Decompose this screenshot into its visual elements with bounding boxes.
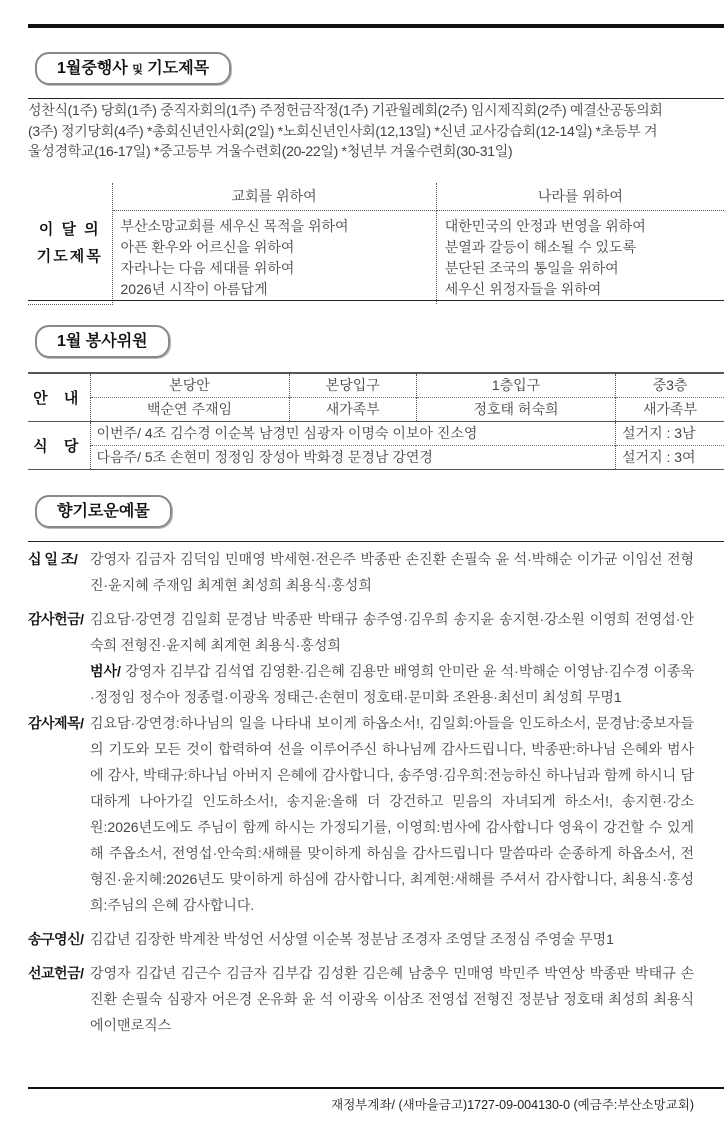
offering-names: 강영자 김금자 김덕임 민매영 박세현·전은주 박종판 손진환 손필숙 윤 석·박해순 이가균 이임선 전형진·윤지혜 주재임 최계현 최성희 최용식·홍성희 [90,551,694,593]
guide-location: 본당안 [90,373,289,397]
section-title-volunteers: 1월 봉사위원 [35,325,170,358]
divider [28,541,724,542]
prayer-item: 아픈 환우와 어르신을 위하여 [120,239,295,255]
prayer-item: 세우신 위정자들을 위하여 [444,281,602,297]
offering-names: 김요담·강연경 김일회 문경남 박종판 박태규 송주영·김우희 송지윤 송지현·강소원 이영희 전영섭·안숙희 전형진·윤지혜 최계현 최용식·홍성희 [90,611,694,653]
prayer-item: 자라나는 다음 세대를 위하여 [120,260,295,276]
title-text: 1월중행사 [57,60,128,77]
offering-sublabel: 범사/ [90,663,121,679]
offering-names: 김갑년 김장한 박계찬 박성언 서상열 이순복 정분남 조경자 조영달 조정심 주영술 무명1 [90,931,614,947]
prayer-item: 2026년 시작이 아름답게 [120,281,268,297]
offering-label: 선교헌금/ [28,965,84,981]
mission-entry [28,960,694,1038]
divider [28,98,724,99]
offering-names: 강영자 김부갑 김석엽 김영환·김은혜 김용만 배영희 안미란 윤 석·박해순 이영남·김수경 이종욱·정정임 정수아 정종렬·이광옥 정태근·손현미 정호태·문미화 조완용·최선미 최성희 무명1 [90,663,694,705]
divider [28,300,724,301]
offering-label: 십 일 조/ [28,551,78,567]
bank-account: 재정부계좌/ (새마을금고)1727-09-004130-0 (예금주:부산소망교회) [331,1098,694,1112]
offering-label: 감사제목/ [28,715,84,731]
monthly-events: 성찬식(1주) 당회(1주) 중직자회의(1주) 주정헌금작정(1주) 기관월례회(2주) 임시제직회(2주) 예결산공동의회(3주) 정기당회(4주) *총회신년인사회(2일) *노회신년인사회(12,13일) *신년 교사강습회(12-14일) *초등부 겨울성경학교(16-17일) *중고등부 겨울수련회(20-22일) *청년부 겨울수련회(30-31일) [28,102,663,159]
section-title-offerings: 향기로운예물 [35,495,172,528]
offering-text: 김요담·강연경:하나님의 일을 나타내 보이게 하옵소서!, 김일회:아들을 인도하소서, 문경남:중보자들의 기도와 모든 것이 합력하여 선을 이루어주신 하나님께 감사드립니다, 박종판:하나님 은혜와 범사에 감사, 박태규:하나님 아버지 은혜에 감사합니다, 송주영·김우희:전능하신 하나님과 함께 하시니 담대하게 나아가길 인도하소서!, 송지윤:올해 더 강건하고 믿음의 자녀되게 하소서!, 송지현·강소원:2026년도에도 주님이 함께 하시는 가정되기를, 이영희:범사에 감사합니다 영육이 강건할 수 있게 해 주옵소서, 전영섭·안숙희:새해를 맞이하게 하심을 감사드립니다 말씀따라 순종하게 하옵소서, 전형진·윤지혜:2026년도 맞이하게 하심에 감사합니다, 최계현:새해를 주셔서 감사합니다, 최용식·홍성희:주님의 은혜 감사합니다. [90,715,694,913]
guide-names: 새가족부 [616,397,724,421]
offering-label: 감사헌금/ [28,611,84,627]
footer-rule [28,1087,724,1089]
prayer-item: 부산소망교회를 세우신 목적을 위하여 [120,218,349,234]
guide-names: 백순연 주재임 [90,397,289,421]
prayer-item: 대한민국의 안정과 번영을 위하여 [444,218,646,234]
top-rule [28,24,724,28]
nation-prayers [436,211,724,305]
guide-location: 본당입구 [289,373,416,397]
dining-next-week: 다음주/ 5조 손현미 정정임 장성아 박화경 문경남 강연경 [90,445,616,469]
title-text: 기도제목 [147,60,210,77]
offering-label: 송구영신/ [28,931,84,947]
guide-location: 중3층 [616,373,724,397]
prayer-label [28,183,112,304]
guide-label: 안 내 [33,389,85,407]
dishwashing-this-week: 설거지 : 3남 [616,421,724,445]
thanks-entry [28,606,694,658]
dining-label: 식 당 [28,421,90,469]
title-conjunction: 및 [132,64,143,76]
volunteers-table [28,372,724,470]
farewell-entry [28,926,694,952]
guide-names: 새가족부 [289,397,416,421]
tithe-entry [28,546,694,598]
guide-location: 1층입구 [416,373,615,397]
dishwashing-next-week: 설거지 : 3여 [616,445,724,469]
prayer-label-line: 기도제목 [36,248,103,266]
dining-this-week: 이번주/ 4조 김수경 이순복 남경민 심광자 이명숙 이보아 진소영 [90,421,616,445]
thanks-topics-entry [28,710,694,918]
church-prayers [112,211,436,305]
col-header-nation: 나라를 위하여 [436,183,724,211]
offering-names: 강영자 김갑년 김근수 김금자 김부갑 김성환 김은혜 남충우 민매영 박민주 박연상 박종판 박태규 손진환 손필숙 심광자 어은경 온유화 윤 석 이광옥 이삼조 전영섭 전형진 정분남 정호태 최성희 최용식 에이맨로직스 [90,965,694,1033]
guide-names: 정호태 허숙희 [416,397,615,421]
offerings-list [28,546,694,1038]
thanks-all-things [90,658,694,710]
col-header-church: 교회를 위하여 [112,183,436,211]
section-title-events [35,52,231,85]
prayer-topics-table [28,183,724,305]
prayer-item: 분단된 조국의 통일을 위하여 [444,260,619,276]
prayer-label-line: 이 달 의 [38,221,101,239]
prayer-item: 분열과 갈등이 해소될 수 있도록 [444,239,637,255]
